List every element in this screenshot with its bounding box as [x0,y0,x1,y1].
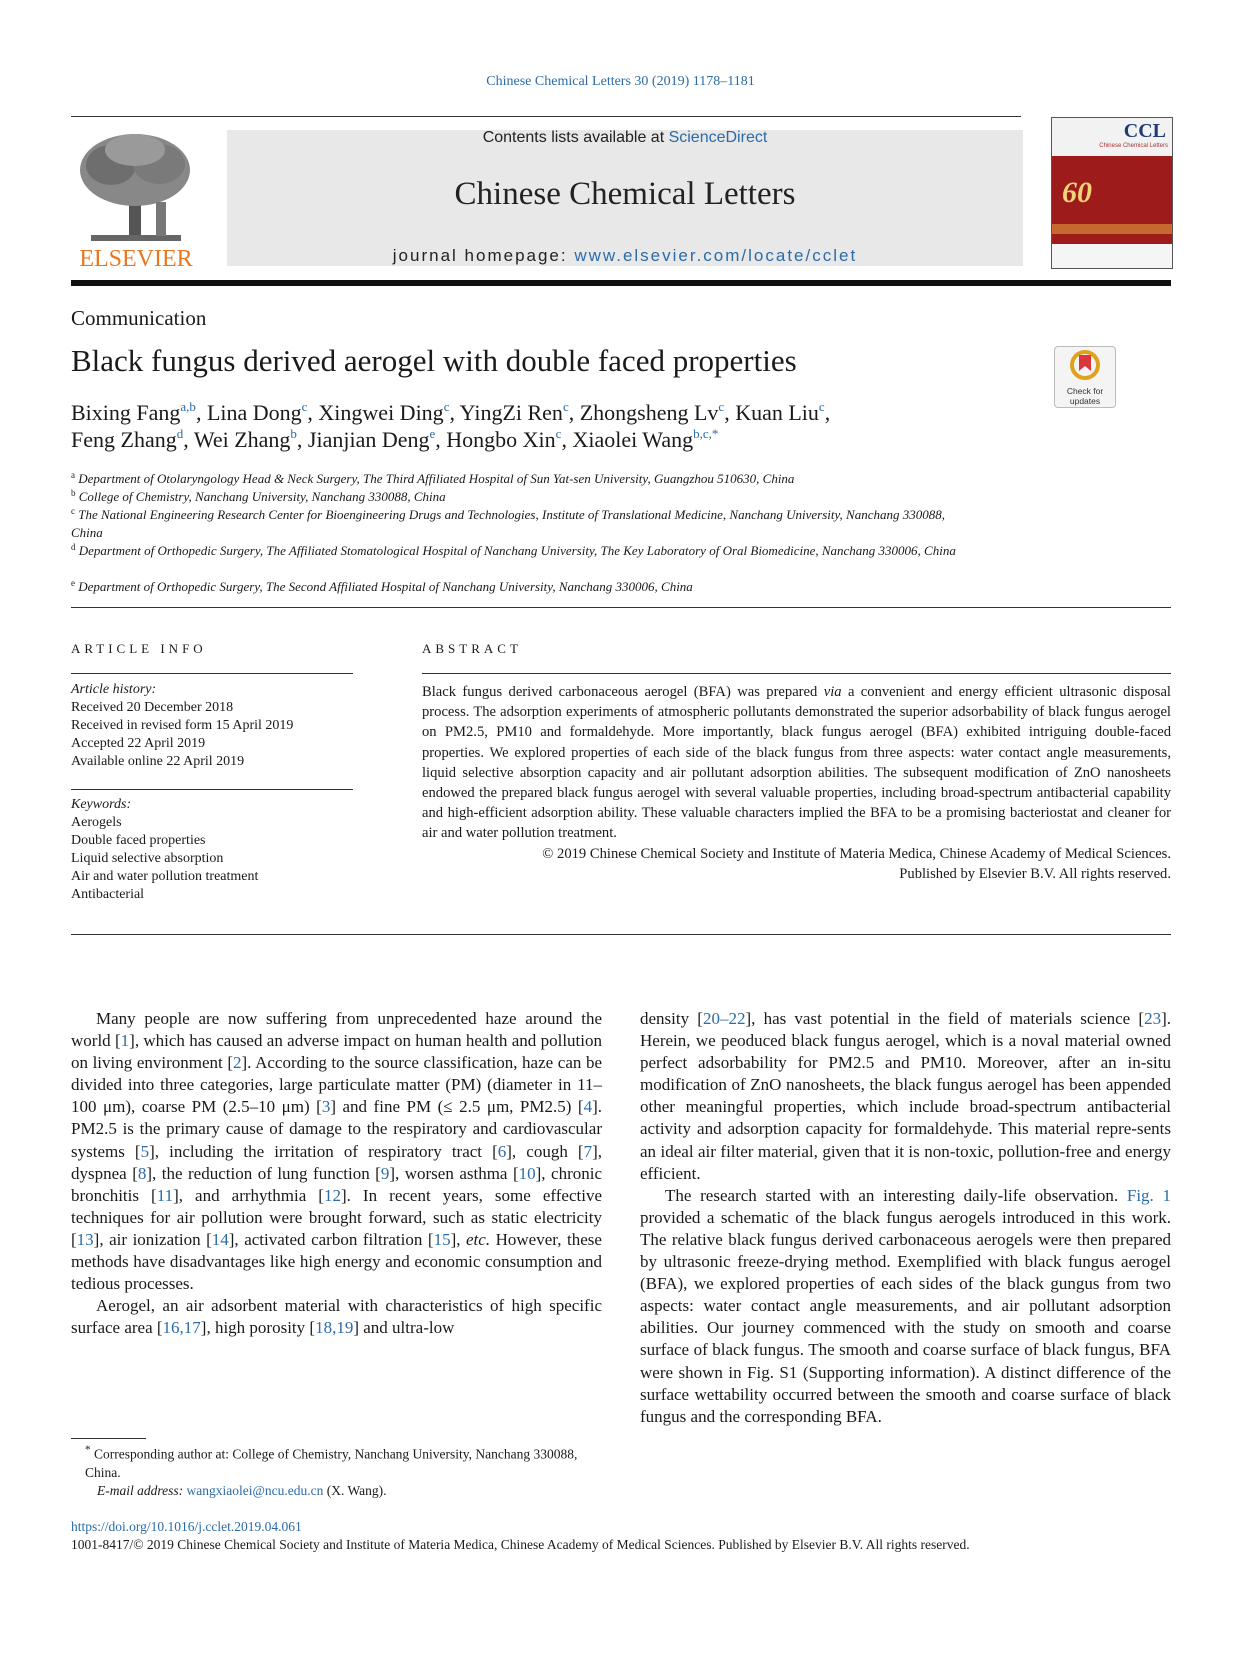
author-affiliation-mark[interactable]: d [176,426,184,441]
email-suffix: (X. Wang). [323,1482,387,1498]
body-text: ], and arrhythmia [ [173,1185,324,1205]
abstract-bottom-divider [71,934,1171,935]
citation-link[interactable]: 8 [137,1163,147,1183]
body-text: ], including the irritation of respiratory tract [ [149,1141,498,1161]
history-label: Article history: [71,682,157,697]
body-text: density [ [640,1009,703,1028]
author-name: Bixing Fang [71,400,181,425]
bookmark-ribbon-icon [1055,347,1115,381]
article-title: Black fungus derived aerogel with double faced properties [71,343,797,378]
check-updates-line1: Check for [1066,386,1104,396]
authors-line-2 [71,426,1071,453]
abstract-text-part: Black fungus derived carbonaceous aerogel (BFA) was prepared [422,684,824,700]
authors-line-1 [71,399,1071,426]
keywords-label: Keywords: [71,797,132,812]
keyword-item: Antibacterial [71,887,145,902]
body-paragraph [71,1295,602,1339]
author-affiliation-mark[interactable]: b [290,426,297,441]
author-name: Feng Zhang [71,427,177,452]
body-text: Many people are now suffering from unprecedented haze around the world [ [71,1009,602,1051]
article-info-divider [71,673,353,674]
author-name: Kuan Liu [735,400,819,425]
author-affiliation-mark[interactable]: c [443,399,450,414]
citation-link[interactable]: 7 [583,1141,593,1161]
citation-link[interactable]: 4 [583,1097,593,1117]
author-separator: , [296,427,308,452]
body-text: ]. Herein, we peoduced black fungus aerogel, which is a noval material owned perfect adsorbability for PM2.5 and PM10. Moreover, after an in-situ modification of ZnO nanosheets, the black fungus aerogel has been appended other meaningful properties, which include broad-spectrum antibacterial activity and adsorption capacity for formaldehyde. This material repre-sents an ideal air filter material, given that it is non-toxic, pollution-free and energy efficient. [640,1009,1171,1183]
body-text: ], dyspnea [ [71,1141,602,1183]
citation-link[interactable]: 1 [120,1031,130,1051]
citation-link[interactable]: 6 [497,1141,507,1161]
issn-copyright: 1001-8417/© 2019 Chinese Chemical Society and Institute of Materia Medica, Chinese Academy of Medical Sciences. Published by Elsevier B.V. All rights reserved. [71,1537,970,1552]
citation-link[interactable]: 2 [233,1053,242,1073]
author-name: Hongbo Xin [446,427,556,452]
history-revised: Received in revised form 15 April 2019 [71,718,294,733]
citation-link[interactable]: 15 [433,1229,451,1249]
citation-link[interactable]: 10 [518,1163,536,1183]
keyword-item: Liquid selective absorption [71,851,224,866]
journal-cover-image [1051,117,1173,269]
author-separator: , [435,427,447,452]
affiliation-mark: e [71,578,75,588]
author-name: Xiaolei Wang [572,427,694,452]
citation-link[interactable]: Fig. 1 [1126,1185,1171,1205]
author-name: Wei Zhang [193,427,291,452]
history-online: Available online 22 April 2019 [71,754,245,769]
body-text: ] and ultra-low [353,1318,455,1338]
affiliation-mark: a [71,470,75,480]
body-text: ], chronic bronchitis [ [71,1163,602,1205]
footnote-divider [71,1438,146,1439]
body-text: ], cough [ [506,1141,584,1161]
author-separator: , [183,427,194,452]
citation-link[interactable]: 11 [156,1185,174,1205]
author-affiliation-mark[interactable]: c [562,399,569,414]
author-affiliation-mark[interactable]: c [301,399,308,414]
email-label: E-mail address: [97,1482,187,1498]
body-text: ], the reduction of lung function [ [146,1163,381,1183]
citation-link[interactable]: 14 [211,1229,229,1249]
author-affiliation-mark[interactable]: c [818,399,825,414]
article-history [71,681,353,771]
body-text: ], worsen asthma [ [389,1163,519,1183]
cover-subtitle: Chinese Chemical Letters [1099,143,1168,149]
author-separator: , [568,400,580,425]
corresponding-author-footnote [71,1441,602,1500]
citation-link[interactable]: 20–22 [702,1009,746,1028]
body-text: ], has vast potential in the field of materials science [ [745,1009,1145,1028]
affiliation-text: The National Engineering Research Center for Bioengineering Drugs and Technologies, Institute of Translational Medicine, Nanchang University, Nanchang 330088, China [71,507,945,540]
history-accepted: Accepted 22 April 2019 [71,736,206,751]
body-paragraph [71,1008,602,1295]
journal-reference[interactable]: Chinese Chemical Letters 30 (2019) 1178–1181 [486,74,755,89]
affiliation-d [71,538,971,560]
journal-name: Chinese Chemical Letters [454,176,796,212]
body-text: ]. PM2.5 is the primary cause of damage to the respiratory and cardiovascular systems [ [71,1097,602,1161]
author-affiliation-mark[interactable]: e [429,426,436,441]
author-separator: , [307,400,319,425]
author-separator: , [724,400,736,425]
journal-homepage [227,246,1023,266]
affiliation-text: College of Chemistry, Nanchang University, Nanchang 330088, China [78,489,446,504]
body-text: ], activated carbon filtration [ [228,1229,434,1249]
affiliation-mark: c [71,506,75,516]
abstract-via: via [823,684,842,700]
author-separator: , [195,400,207,425]
author-name: Jianjian Deng [307,427,430,452]
body-text: The research started with an interesting daily-life observation. [665,1185,1127,1205]
citation-link[interactable]: 9 [380,1163,390,1183]
author-name: Zhongsheng Lv [579,400,719,425]
citation-link[interactable]: 16,17 [162,1318,201,1338]
body-text: provided a schematic of the black fungus aerogels introduced in this work. The relative black fungus derived carbonaceous aerogels were then prepared by ultrasonic freeze-drying method. Exemplified with black fungus aerogel (BFA), we explored properties of each sides of the black gungus from two aspects: water contact angle measurements, and air pollutant adsorption abilities. Our journey commenced with the study on smooth and coarse surface of black fungus. The smooth and coarse surface of black fungus, BFA were shown in Fig. S1 (Supporting information). A distinct difference of the surface wettability occurred between the smooth and coarse surface of black fungus and the corresponding BFA. [640,1207,1171,1426]
contents-availability [227,129,1023,147]
keyword-item: Aerogels [71,815,122,830]
affiliation-c [71,502,971,542]
body-text: ], air ionization [ [93,1229,212,1249]
abstract-text [422,682,1171,844]
citation-link[interactable]: 13 [76,1229,94,1249]
affiliation-mark: d [71,542,76,552]
author-email-link[interactable]: wangxiaolei@ncu.edu.cn [186,1482,324,1498]
affiliation-text: Department of Otolaryngology Head & Neck Surgery, The Third Affiliated Hospital of Sun Yat-sen University, Guangzhou 510630, China [78,471,795,486]
abstract-copyright-2: Published by Elsevier B.V. All rights reserved. [899,865,1171,882]
citation-link[interactable]: 18,19 [315,1318,354,1338]
homepage-link[interactable]: www.elsevier.com/locate/cclet [574,246,858,265]
affiliation-e [71,574,971,596]
citation-link[interactable]: 5 [140,1141,150,1161]
cover-mark: CCL [1123,120,1166,142]
citation-link[interactable]: 12 [323,1185,341,1205]
affiliation-text: Department of Orthopedic Surgery, The Affiliated Stomatological Hospital of Nanchang University, The Key Laboratory of Oral Biomedicine, Nanchang 330006, China [78,543,956,558]
citation-link[interactable]: 3 [321,1097,331,1117]
contents-prefix: Contents lists available at [482,129,669,146]
citation-link[interactable]: 23 [1144,1009,1162,1028]
article-info-heading: ARTICLE INFO [71,641,207,656]
footnote-text: Corresponding author at: College of Chemistry, Nanchang University, Nanchang 330088, China. [85,1446,578,1480]
header-thick-divider [71,280,1171,286]
keywords-divider [71,789,353,790]
abstract-body [422,682,1171,884]
author-separator: , [449,400,460,425]
abstract-divider [422,673,1171,674]
author-affiliation-mark[interactable]: b,c,* [693,426,719,441]
body-text: ], which has caused an adverse impact on human health and pollution on living environment [ [71,1031,602,1073]
author-separator: , [561,427,573,452]
keyword-item: Air and water pollution treatment [71,869,259,884]
author-affiliation-mark[interactable]: a,b [180,399,196,414]
elsevier-wordmark: ELSEVIER [79,246,193,272]
author-name: YingZi Ren [459,400,563,425]
article-section-label: Communication [71,306,207,330]
history-received: Received 20 December 2018 [71,700,234,715]
check-updates-line2: updates [1069,396,1101,406]
body-text: Aerogel, an air adsorbent material with characteristics of high specific surface area [ [71,1296,602,1338]
sciencedirect-link[interactable]: ScienceDirect [668,129,768,146]
homepage-prefix: journal homepage: [392,246,575,265]
doi-link[interactable]: https://doi.org/10.1016/j.cclet.2019.04.061 [71,1519,302,1534]
body-text: ]. According to the source classification, haze can be divided into three categories, large particulate matter (PM) (diameter in 11–100 μm), coarse PM (2.5–10 μm) [ [71,1053,602,1117]
body-right-column [640,1008,1171,1428]
author-affiliation-mark[interactable]: c [555,426,562,441]
abstract-text-part: a convenient and energy efficient ultrasonic disposal process. The adsorption experiments of atmospheric pollutants demonstrated the superior adsorbability of black fungus aerogel on PM2.5, PM10 and formaldehyde. More importantly, black fungus aerogel (BFA) exhibited intriguing double-faced properties. We explored properties of each side of the black fungus from three aspects: water contact angle measurements, liquid selective absorption capacity and air pollutant adsorption abilities. The subsequent modification of ZnO nanosheets endowed the prepared black fungus aerogel with several valuable properties, including broad-spectrum antibacterial capability and high-efficient adsorption ability. These valuable characters implied the BFA to be a promising bacteriostat and cleaner for air and water pollution treatment. [422,684,1171,842]
body-paragraph [640,1185,1171,1428]
author-name: Xingwei Ding [318,400,444,425]
body-text: ], high porosity [ [200,1318,316,1338]
keyword-item: Double faced properties [71,833,206,848]
body-text: ] and fine PM (≤ 2.5 μm, PM2.5) [ [330,1097,584,1117]
body-text: However, these methods have disadvantages like high energy and economic consumption and tedious processes. [71,1229,602,1294]
top-divider [71,116,1021,117]
body-paragraph [640,1008,1171,1185]
body-text: ], [450,1229,467,1249]
affiliation-mark: b [71,488,76,498]
cover-number: 60 [1062,176,1092,209]
footnote-mark: * [85,1444,91,1456]
author-name: Lina Dong [206,400,302,425]
author-separator: , [824,400,831,425]
abstract-copyright-1: © 2019 Chinese Chemical Society and Institute of Materia Medica, Chinese Academy of Medical Sciences. [542,845,1171,862]
affiliations-divider [71,607,1171,608]
affiliation-text: Department of Orthopedic Surgery, The Second Affiliated Hospital of Nanchang University, Nanchang 330006, China [78,579,693,594]
keywords-list [71,796,353,904]
body-text: etc. [466,1229,491,1249]
abstract-heading: ABSTRACT [422,641,522,656]
author-affiliation-mark[interactable]: c [718,399,725,414]
body-text: ]. In recent years, some effective techniques for air pollution were brought forward, such as static electricity [ [71,1185,602,1249]
body-left-column [71,1008,602,1339]
